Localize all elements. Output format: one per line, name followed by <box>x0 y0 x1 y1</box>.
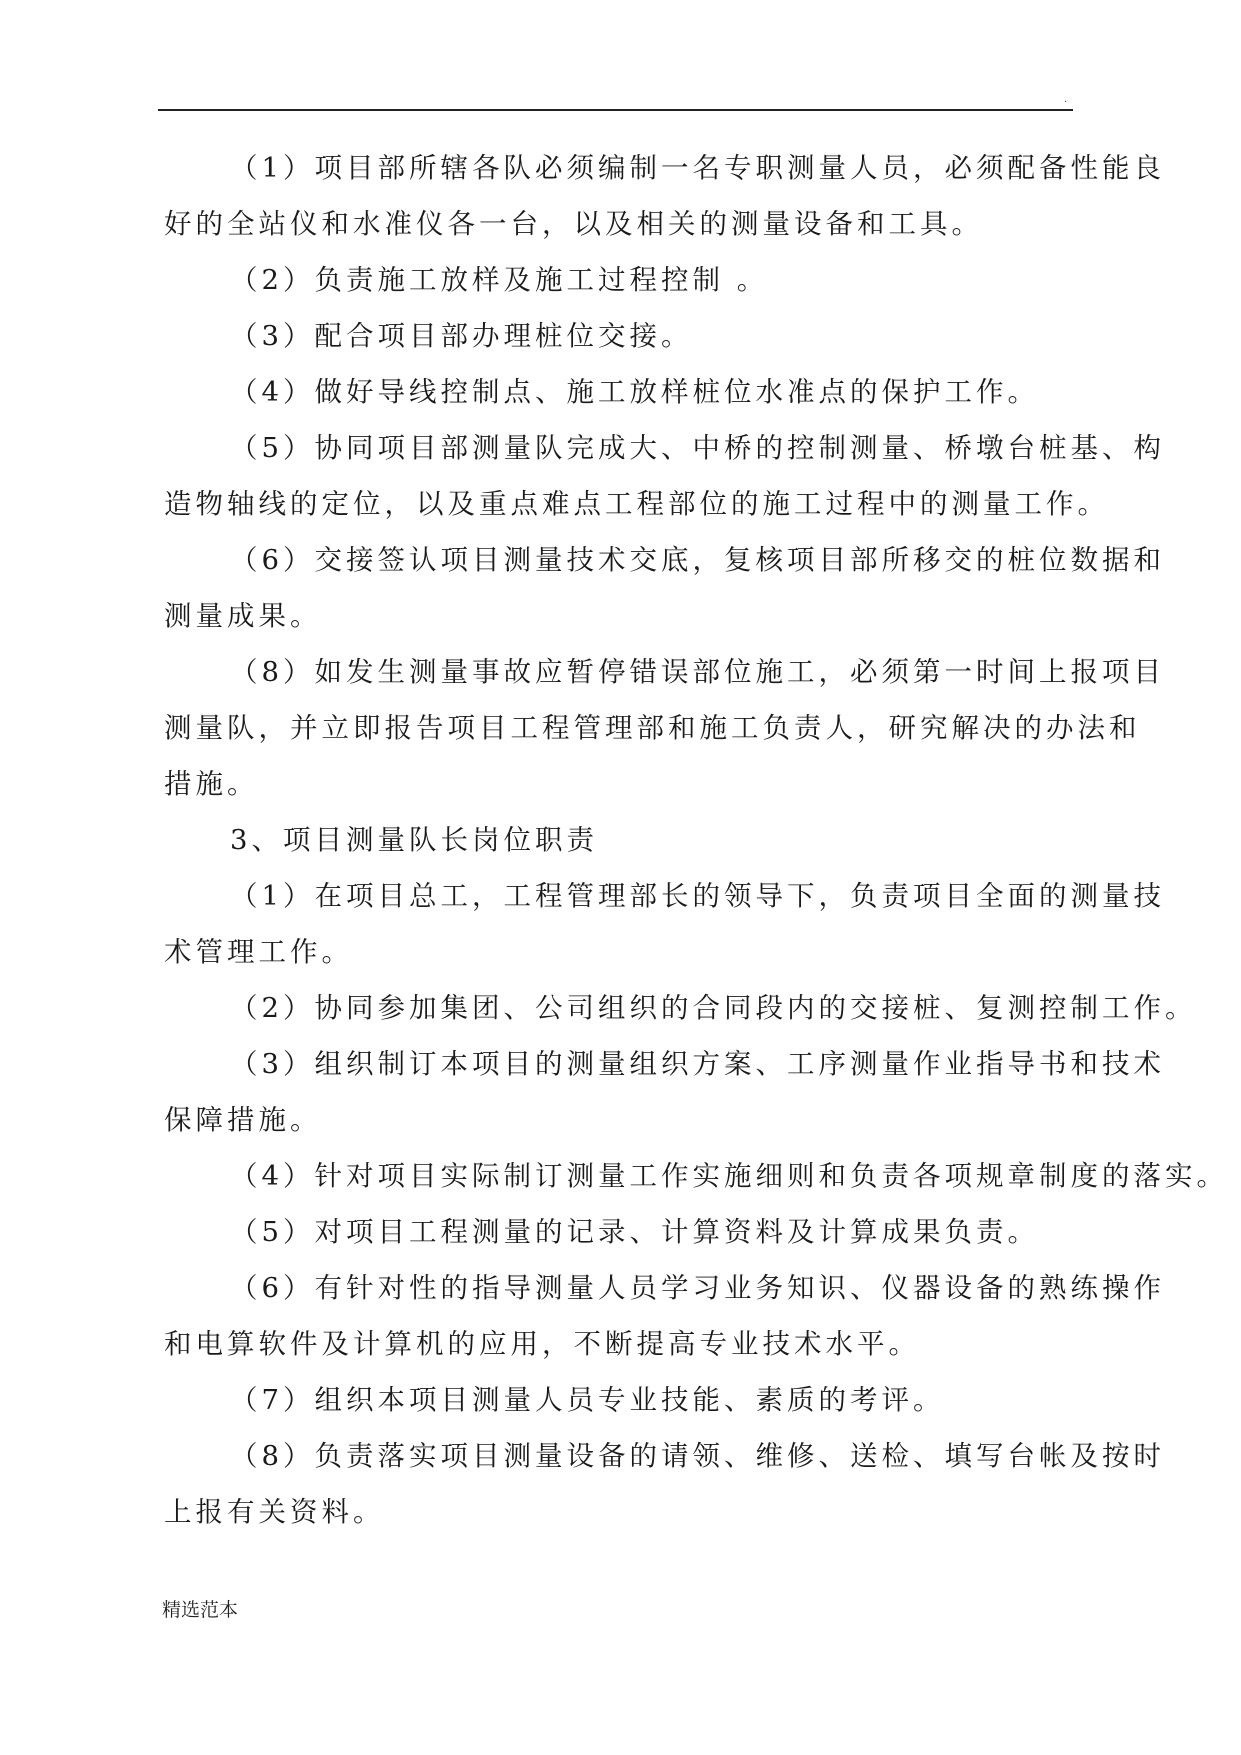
text-line: （2）协同参加集团、公司组织的合同段内的交接桩、复测控制工作。 <box>230 992 1197 1024</box>
text-line: 测量队，并立即报告项目工程管理部和施工负责人，研究解决的办法和 <box>164 712 1141 744</box>
text-line: （8）如发生测量事故应暂停错误部位施工，必须第一时间上报项目 <box>230 656 1165 688</box>
text-line: （1）在项目总工，工程管理部长的领导下，负责项目全面的测量技 <box>230 880 1165 912</box>
text-line: 和电算软件及计算机的应用，不断提高专业技术水平。 <box>164 1328 920 1360</box>
text-line: （7）组织本项目测量人员专业技能、素质的考评。 <box>230 1384 945 1416</box>
text-line: 上报有关资料。 <box>164 1496 385 1528</box>
text-line: （4）针对项目实际制订测量工作实施细则和负责各项规章制度的落实。 <box>230 1160 1228 1192</box>
text-line: （6）交接签认项目测量技术交底，复核项目部所移交的桩位数据和 <box>230 544 1165 576</box>
text-line: 术管理工作。 <box>164 936 353 968</box>
text-line: （2）负责施工放样及施工过程控制 。 <box>230 264 769 296</box>
text-line: 好的全站仪和水准仪各一台，以及相关的测量设备和工具。 <box>164 208 983 240</box>
text-line: 测量成果。 <box>164 600 322 632</box>
header-dot: . <box>1064 94 1068 105</box>
text-line: 保障措施。 <box>164 1104 322 1136</box>
text-line: （5）对项目工程测量的记录、计算资料及计算成果负责。 <box>230 1216 1039 1248</box>
text-line: （5）协同项目部测量队完成大、中桥的控制测量、桥墩台桩基、构 <box>230 432 1165 464</box>
text-line: 3、项目测量队长岗位职责 <box>230 824 598 856</box>
text-line: （8）负责落实项目测量设备的请领、维修、送检、填写台帐及按时 <box>230 1440 1165 1472</box>
document-body <box>164 140 1228 1540</box>
text-line: （4）做好导线控制点、施工放样桩位水准点的保护工作。 <box>230 376 1039 408</box>
text-line: 措施。 <box>164 768 259 800</box>
text-line: （3）组织制订本项目的测量组织方案、工序测量作业指导书和技术 <box>230 1048 1165 1080</box>
text-line: （3）配合项目部办理桩位交接。 <box>230 320 693 352</box>
header-rule <box>158 109 1073 111</box>
footer-label: 精选范本 <box>162 1599 239 1621</box>
text-line: （1）项目部所辖各队必须编制一名专职测量人员，必须配备性能良 <box>230 152 1165 184</box>
text-line: 造物轴线的定位，以及重点难点工程部位的施工过程中的测量工作。 <box>164 488 1109 520</box>
text-line: （6）有针对性的指导测量人员学习业务知识、仪器设备的熟练操作 <box>230 1272 1165 1304</box>
